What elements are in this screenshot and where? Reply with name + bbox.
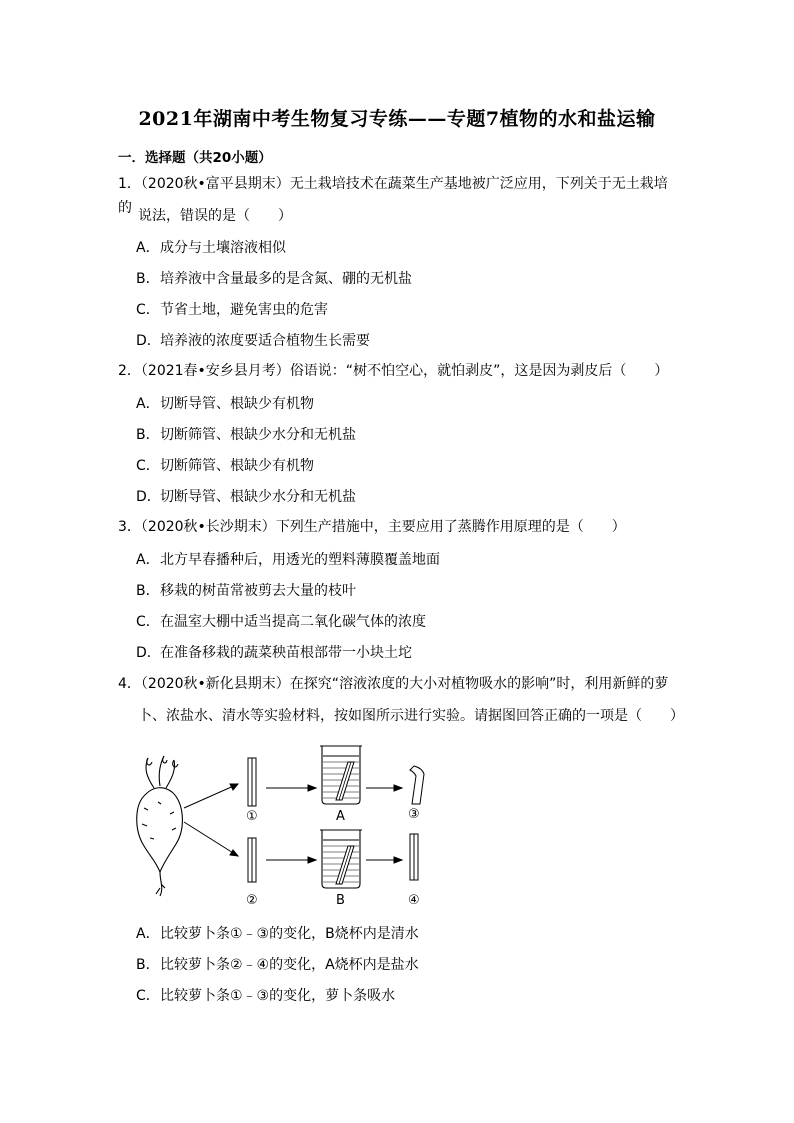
option-letter: D． [136,333,161,349]
arrows [184,784,402,863]
option-letter: A． [136,552,160,568]
question-stem-continued: 卜、浓盐水、清水等实验材料，按如图所示进行实验。请据图回答正确的一项是（ ） [138,708,684,724]
option-letter: B． [136,957,160,973]
label-beaker-a: A [336,809,345,824]
option-text: 培养液中含量最多的是含氮、硼的无机盐 [160,271,412,287]
option-letter: D． [136,489,161,505]
beaker-a [320,746,362,804]
question-2 [118,359,678,383]
question-stem: 下列生产措施中，主要应用了蒸腾作用原理的是（ ） [275,519,626,535]
label-strip-4: ④ [408,893,420,908]
option-text: 培养液的浓度要适合植物生长需要 [160,333,370,349]
option-text: 比较萝卜条①﹣③的变化，萝卜条吸水 [160,988,396,1004]
option-b [136,269,412,289]
question-3 [118,515,678,539]
option-letter: A． [136,396,160,412]
option-text: 切断导管、根缺少有机物 [160,396,314,412]
option-text: 北方早春播种后，用透光的塑料薄膜覆盖地面 [160,552,440,568]
option-letter: C． [136,614,160,630]
option-letter: A． [136,240,160,256]
option-letter: C． [136,458,160,474]
question-number: 1． [118,176,141,192]
option-text: 比较萝卜条②﹣④的变化，A烧杯内是盐水 [160,957,419,973]
option-c [136,986,395,1006]
option-d [136,487,356,507]
option-b [136,581,356,601]
option-c [136,456,314,476]
question-source: （2020秋•富平县期末） [140,176,290,192]
option-a [136,238,286,258]
option-text: 节省土地，避免害虫的危害 [160,302,328,318]
option-text: 移栽的树苗常被剪去大量的枝叶 [160,583,356,599]
radish-strip-2 [248,838,256,882]
option-a [136,550,440,570]
option-b [136,955,419,975]
beaker-b [320,830,362,888]
question-stem: 俗语说：“树不怕空心，就怕剥皮”，这是因为剥皮后（ ） [289,363,669,379]
label-strip-2: ② [246,893,258,908]
option-letter: A． [136,926,160,942]
option-letter: D． [136,645,161,661]
radish-illustration [137,756,183,896]
option-text: 切断筛管、根缺少水分和无机盐 [160,427,356,443]
section-heading: 一．选择题（共20小题） [118,150,272,166]
label-strip-1: ① [246,809,258,824]
question-source: （2020秋•新化县期末） [140,676,290,692]
radish-strip-3 [410,766,424,804]
option-letter: B． [136,427,160,443]
option-text: 在温室大棚中适当提高二氧化碳气体的浓度 [160,614,426,630]
option-text: 切断筛管、根缺少有机物 [160,458,314,474]
question-stem: 在探究“溶液浓度的大小对植物吸水的影响”时，利用新鲜的萝 [289,676,669,692]
option-letter: C． [136,988,160,1004]
option-a [136,394,314,414]
option-c [136,612,426,632]
question-stem: 无土栽培技术在蔬菜生产基地被广泛应用，下列关于无土栽培的 [118,176,668,216]
radish-strip-4 [410,834,418,880]
question-number: 2． [118,363,141,379]
page-title: 2021年湖南中考生物复习专练——专题7植物的水和盐运输 [138,108,656,130]
option-text: 切断导管、根缺少水分和无机盐 [160,489,356,505]
option-text: 比较萝卜条①﹣③的变化，B烧杯内是清水 [160,926,419,942]
option-letter: B． [136,583,160,599]
option-text: 在准备移栽的蔬菜秧苗根部带一小块土坨 [160,645,412,661]
label-strip-3: ③ [408,807,420,822]
question-number: 3． [118,519,141,535]
option-text: 成分与土壤溶液相似 [160,240,286,256]
option-d [136,331,370,351]
option-b [136,425,356,445]
radish-strip-1 [248,758,256,806]
question-number: 4． [118,676,141,692]
question-stem-continued: 说法，错误的是（ ） [138,208,292,224]
radish-experiment-figure [130,738,450,910]
question-source: （2021春•安乡县月考） [140,363,290,379]
label-beaker-b: B [336,893,345,908]
option-letter: B． [136,271,160,287]
question-source: （2020秋•长沙期末） [140,519,276,535]
option-a [136,924,419,944]
question-4 [118,672,678,696]
option-d [136,643,412,663]
option-letter: C． [136,302,160,318]
option-c [136,300,328,320]
